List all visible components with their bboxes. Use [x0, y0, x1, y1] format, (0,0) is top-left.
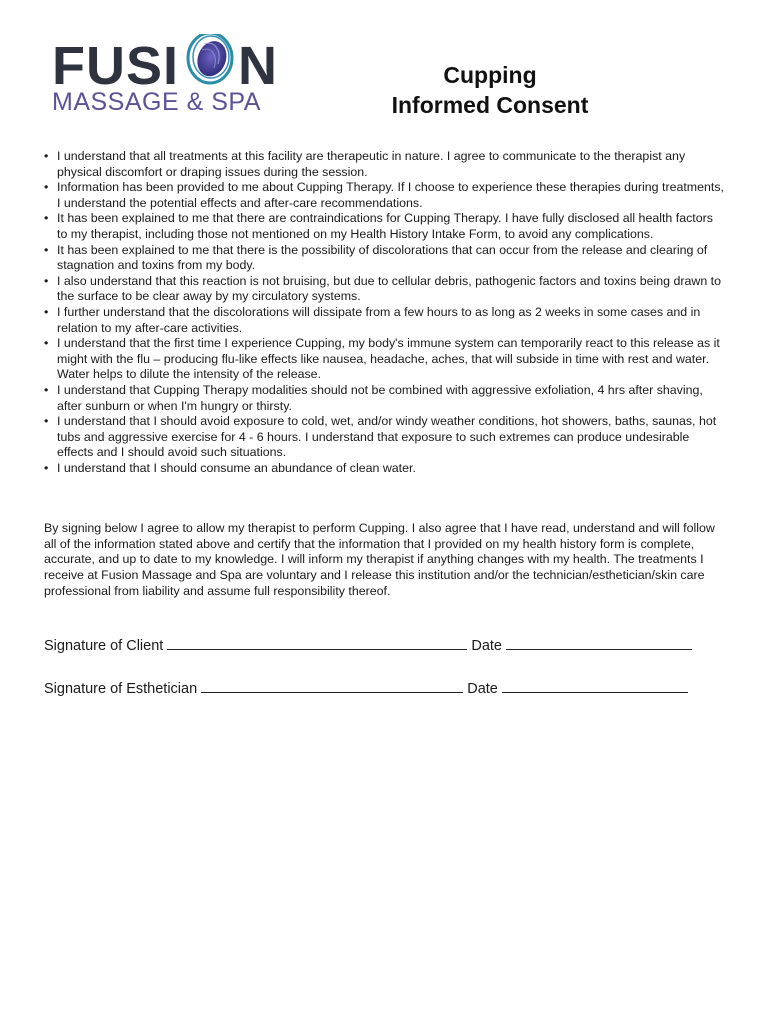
- client-date-line[interactable]: [506, 637, 692, 650]
- title-line-1: Cupping: [443, 62, 537, 88]
- title-line-2: Informed Consent: [391, 92, 589, 118]
- consent-statement: • I understand that all treatments at this facility are therapeutic in nature. I agree to communicate to the therapist any physical discomfort or draping issues during the session.: [44, 149, 724, 180]
- esthetician-date-line[interactable]: [502, 680, 688, 693]
- consent-statement: • I understand that I should consume an abundance of clean water.: [44, 461, 724, 477]
- consent-statement: • I further understand that the discolorations will dissipate from a few hours to as long as 2 weeks in some cases and in relation to my after-care activities.: [44, 305, 724, 336]
- document-title: [350, 60, 630, 120]
- agreement-paragraph: By signing below I agree to allow my therapist to perform Cupping. I also agree that I have read, understand and will follow all of the information stated above and certify that the information that I provided on my health history form is complete, accurate, and up to date to my knowledge. I will inform my therapist if anything changes with my health. The treatments I receive at Fusion Massage and Spa are voluntary and I release this institution and/or the technician/esthetician/skin care professional from liability and assume full responsibility thereof.: [44, 521, 715, 598]
- fusion-wordmark: [52, 34, 292, 92]
- esthetician-date-label: Date: [467, 681, 498, 697]
- consent-statements: [44, 149, 724, 476]
- consent-statement: • I understand that the first time I experience Cupping, my body's immune system can temporarily react to this release as it might with the flu – producing flu-like effects like nausea, headache, aches, that will subside in time with rest and water. Water helps to dilute the intensity of the release.: [44, 336, 724, 383]
- esthetician-signature-label: Signature of Esthetician: [44, 681, 198, 697]
- brand-left-text: FUSI: [52, 36, 180, 92]
- fusion-logo: [52, 34, 292, 124]
- client-date-label: Date: [471, 638, 502, 654]
- consent-statement: • I also understand that this reaction is not bruising, but due to cellular debris, pathogenic factors and toxins being drawn to the surface to be clear away by my circulatory systems.: [44, 274, 724, 305]
- client-signature-row: [44, 637, 734, 654]
- consent-statement: • Information has been provided to me about Cupping Therapy. If I choose to experience these therapies during treatments, I understand the potential effects and after-care recommendations.: [44, 180, 724, 211]
- brand-right-text: N: [238, 36, 277, 92]
- client-signature-line[interactable]: [167, 637, 467, 650]
- consent-statement: • It has been explained to me that there is the possibility of discolorations that can occur from the release and clearing of stagnation and toxins from my body.: [44, 243, 724, 274]
- logo-subtitle: MASSAGE & SPA: [52, 88, 261, 116]
- esthetician-signature-row: [44, 680, 734, 697]
- client-signature-label: Signature of Client: [44, 638, 164, 654]
- esthetician-signature-line[interactable]: [201, 680, 463, 693]
- consent-statement: • It has been explained to me that there are contraindications for Cupping Therapy. I have fully disclosed all health factors to my therapist, including those not mentioned on my Health History Intake Form, to avoid any complications.: [44, 211, 724, 242]
- orb-icon: [188, 34, 232, 83]
- consent-statement: • I understand that I should avoid exposure to cold, wet, and/or windy weather conditions, hot showers, baths, saunas, hot tubs and aggressive exercise for 4 - 6 hours. I understand that exposure to such extremes can produce undesirable effects and I should avoid such situations.: [44, 414, 724, 461]
- consent-statement: • I understand that Cupping Therapy modalities should not be combined with aggressive exfoliation, 4 hrs after shaving, after sunburn or when I'm hungry or thirsty.: [44, 383, 724, 414]
